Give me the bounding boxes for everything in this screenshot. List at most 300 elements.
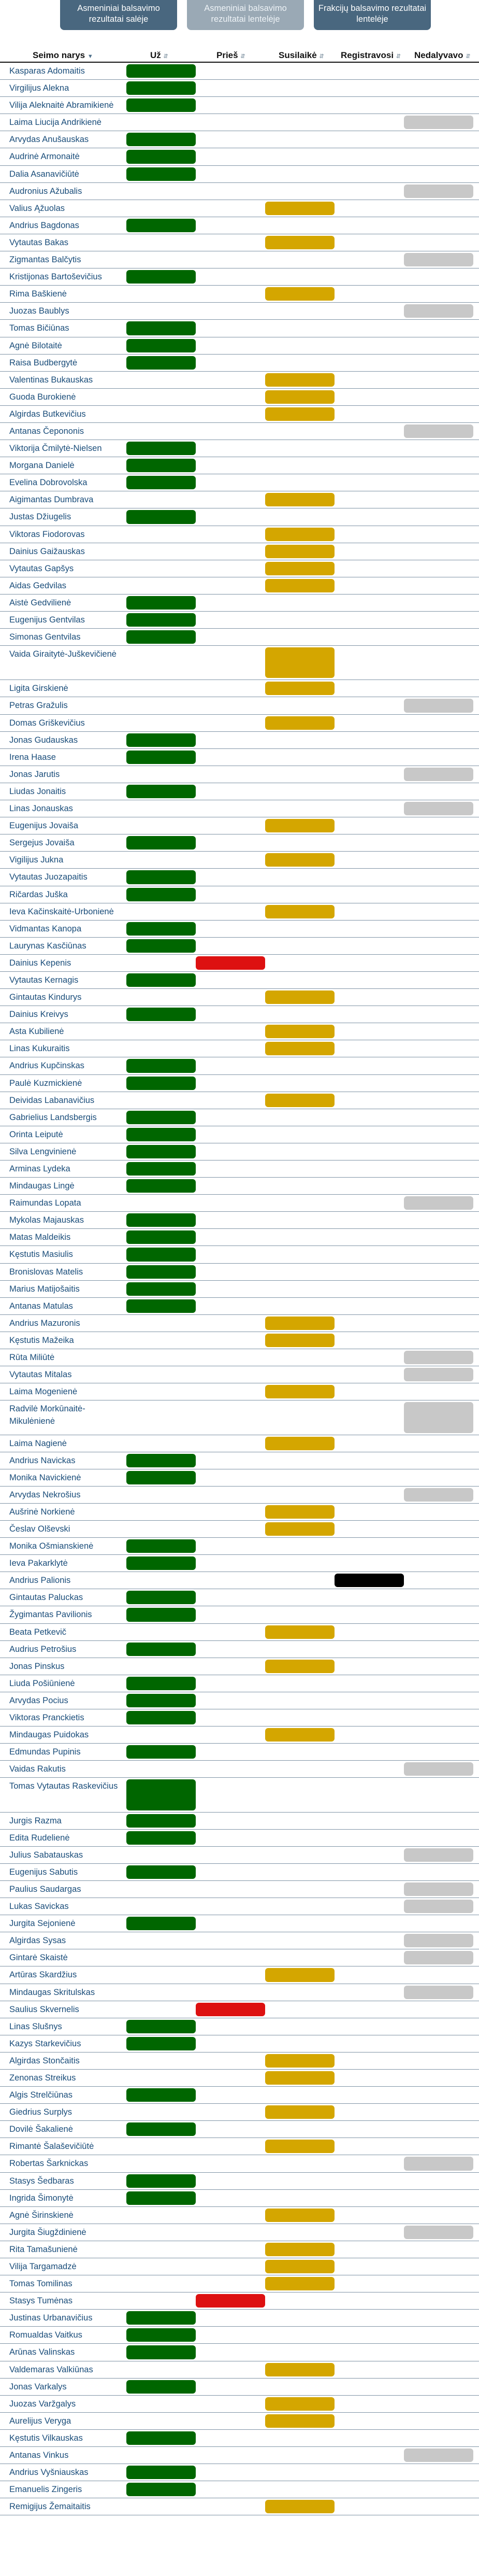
member-name-link[interactable]: Kristijonas Bartoševičius xyxy=(9,272,102,282)
member-name-link[interactable]: Artūras Skardžius xyxy=(9,1970,77,1980)
member-name-link[interactable]: Žygimantas Pavilionis xyxy=(9,1610,92,1620)
member-name-link[interactable]: Zigmantas Balčytis xyxy=(9,255,81,265)
member-name-link[interactable]: Kęstutis Mažeika xyxy=(9,1335,74,1345)
member-name-link[interactable]: Aurelijus Veryga xyxy=(9,2416,71,2426)
col-header-registered[interactable] xyxy=(341,50,401,61)
vote-abstained-cell xyxy=(265,1538,335,1554)
member-name-link[interactable]: Vaidas Rakutis xyxy=(9,1764,66,1774)
vote-registered-cell xyxy=(335,286,404,302)
member-name-link[interactable]: Algirdas Butkevičius xyxy=(9,409,86,419)
vote-marker xyxy=(126,1145,196,1158)
member-name-link[interactable]: Vytautas Juozapaitis xyxy=(9,872,88,882)
tab-table-results[interactable]: Asmeniniai balsavimo rezultatai lentelėje xyxy=(187,0,304,30)
vote-against-cell xyxy=(196,869,265,885)
vote-absent-cell xyxy=(404,1572,473,1589)
member-name-link[interactable]: Jurgita Šiugždinienė xyxy=(9,2227,86,2237)
member-name-link[interactable]: Emanuelis Zingeris xyxy=(9,2485,82,2495)
member-name-link[interactable]: Viktoras Pranckietis xyxy=(9,1713,84,1722)
member-name-link[interactable]: Stasys Tumėnas xyxy=(9,2296,72,2306)
vote-marker xyxy=(126,2380,196,2394)
member-name-link[interactable]: Orinta Leiputė xyxy=(9,1129,63,1139)
tab-faction-results[interactable]: Frakcijų balsavimo rezultatai lentelėje xyxy=(314,0,431,30)
member-name-link[interactable]: Valius Ąžuolas xyxy=(9,203,65,213)
vote-marker xyxy=(265,562,335,575)
vote-against-cell xyxy=(196,2070,265,2086)
member-name-link[interactable]: Andrius Navickas xyxy=(9,1455,76,1465)
member-name-link[interactable]: Monika Ošmianskienė xyxy=(9,1541,94,1551)
member-name-link[interactable]: Arvydas Anušauskas xyxy=(9,135,89,145)
member-name-link[interactable]: Arūnas Valinskas xyxy=(9,2347,75,2357)
vote-registered-cell xyxy=(335,560,404,577)
member-name-link[interactable]: Jonas Varkalys xyxy=(9,2382,67,2391)
table-row xyxy=(0,1023,479,1040)
vote-abstained-cell xyxy=(265,1349,335,1366)
vote-for-cell xyxy=(126,423,196,440)
member-name-link[interactable]: Zenonas Streikus xyxy=(9,2073,76,2083)
vote-for-cell xyxy=(126,595,196,611)
member-name-link[interactable]: Aušrinė Norkienė xyxy=(9,1507,75,1517)
vote-registered-cell xyxy=(335,268,404,285)
member-name-link[interactable]: Vytautas Kernagis xyxy=(9,975,79,985)
vote-against-cell xyxy=(196,1624,265,1640)
member-name-link[interactable]: Laima Mogenienė xyxy=(9,1387,78,1397)
vote-registered-cell xyxy=(335,1057,404,1074)
table-row xyxy=(0,1281,479,1298)
member-name-link[interactable]: Rimantė Šalaševičiūtė xyxy=(9,2142,94,2152)
member-name-link[interactable]: Mykolas Majauskas xyxy=(9,1215,84,1225)
member-name-link[interactable]: Agnė Širinskienė xyxy=(9,2210,74,2220)
vote-marker xyxy=(196,2003,265,2016)
vote-registered-cell xyxy=(335,1160,404,1177)
vote-against-cell xyxy=(196,2155,265,2172)
member-name-link[interactable]: Edmundas Pupinis xyxy=(9,1747,81,1757)
vote-for-cell xyxy=(126,1606,196,1623)
member-name-link[interactable]: Simonas Gentvilas xyxy=(9,632,81,642)
member-name-link[interactable]: Silva Lengvinienė xyxy=(9,1147,77,1156)
member-name-link[interactable]: Valentinas Bukauskas xyxy=(9,375,93,385)
member-name-link[interactable]: Arminas Lydeka xyxy=(9,1164,70,1173)
vote-registered-cell xyxy=(335,1898,404,1915)
member-name-link[interactable]: Česlav Olševski xyxy=(9,1524,70,1534)
vote-abstained-cell xyxy=(265,577,335,594)
member-name-link[interactable]: Audronius Ažubalis xyxy=(9,186,82,196)
member-name-link[interactable]: Linas Jonauskas xyxy=(9,804,73,814)
vote-absent-cell xyxy=(404,1057,473,1074)
member-name-link[interactable]: Virgilijus Alekna xyxy=(9,83,69,93)
member-name-link[interactable]: Guoda Burokienė xyxy=(9,392,76,402)
vote-for-cell xyxy=(126,1813,196,1829)
member-name-link[interactable]: Aigimantas Dumbrava xyxy=(9,495,94,505)
vote-against-cell xyxy=(196,1195,265,1211)
member-name-link[interactable]: Remigijus Žemaitaitis xyxy=(9,2502,91,2512)
member-name-link[interactable]: Tomas Tomilinas xyxy=(9,2279,72,2289)
member-name-link[interactable]: Petras Gražulis xyxy=(9,701,68,711)
vote-against-cell xyxy=(196,1246,265,1263)
vote-registered-cell xyxy=(335,543,404,560)
vote-for-cell xyxy=(126,1504,196,1520)
member-name-link[interactable]: Romualdas Vaitkus xyxy=(9,2330,82,2340)
vote-absent-cell xyxy=(404,1658,473,1675)
vote-for-cell xyxy=(126,1040,196,1057)
vote-abstained-cell xyxy=(265,1281,335,1297)
member-name-link[interactable]: Jonas Pinskus xyxy=(9,1661,65,1671)
vote-against-cell xyxy=(196,2035,265,2052)
member-name-link[interactable]: Eugenijus Jovaiša xyxy=(9,821,78,831)
vote-against-cell xyxy=(196,2292,265,2309)
member-name-link[interactable]: Laima Nagienė xyxy=(9,1438,67,1448)
member-name-link[interactable]: Morgana Danielė xyxy=(9,461,75,471)
vote-against-cell xyxy=(196,817,265,834)
member-name-link[interactable]: Justinas Urbanavičius xyxy=(9,2313,93,2323)
vote-marker xyxy=(265,1505,335,1519)
member-name-link[interactable]: Gintautas Kindurys xyxy=(9,993,82,1002)
member-name-link[interactable]: Jurgita Sejonienė xyxy=(9,1919,76,1929)
member-name-link[interactable]: Jonas Jarutis xyxy=(9,769,60,779)
vote-registered-cell xyxy=(335,1624,404,1640)
member-name-link[interactable]: Eugenijus Gentvilas xyxy=(9,615,85,625)
vote-marker xyxy=(126,219,196,232)
member-name-link[interactable]: Algirdas Sysas xyxy=(9,1936,66,1946)
member-name-link[interactable]: Antanas Čepononis xyxy=(9,426,84,436)
vote-registered-cell xyxy=(335,508,404,525)
vote-marker xyxy=(265,528,335,541)
table-row xyxy=(0,1400,479,1435)
vote-registered-cell xyxy=(335,1761,404,1777)
member-name-link[interactable]: Gabrielius Landsbergis xyxy=(9,1112,97,1122)
vote-marker xyxy=(265,990,335,1004)
member-name-link[interactable]: Matas Maldeikis xyxy=(9,1233,71,1242)
vote-marker xyxy=(404,1900,473,1913)
member-name-link[interactable]: Eugenijus Sabutis xyxy=(9,1867,78,1877)
vote-against-cell xyxy=(196,2190,265,2206)
member-name-link[interactable]: Algis Strelčiūnas xyxy=(9,2090,72,2100)
tab-hall-results[interactable]: Asmeniniai balsavimo rezultatai salėje xyxy=(60,0,177,30)
vote-absent-cell xyxy=(404,1761,473,1777)
member-name-link[interactable]: Edita Rudelienė xyxy=(9,1833,70,1843)
member-name-link[interactable]: Tomas Vytautas Raskevičius xyxy=(9,1781,118,1791)
col-header-abstained[interactable] xyxy=(279,50,324,61)
vote-absent-cell xyxy=(404,526,473,543)
vote-abstained-cell xyxy=(265,2344,335,2360)
member-name-link[interactable]: Andrius Vyšniauskas xyxy=(9,2468,89,2478)
member-name-link[interactable]: Asta Kubilienė xyxy=(9,1027,64,1037)
vote-against-cell xyxy=(196,1813,265,1829)
vote-for-cell xyxy=(126,543,196,560)
vote-marker xyxy=(265,2243,335,2256)
member-name-link[interactable]: Agnė Bilotaitė xyxy=(9,341,62,350)
vote-against-cell xyxy=(196,234,265,251)
member-name-link[interactable]: Kasparas Adomaitis xyxy=(9,66,85,76)
vote-absent-cell xyxy=(404,1641,473,1658)
member-name-link[interactable]: Ieva Pakarklytė xyxy=(9,1559,68,1568)
vote-registered-cell xyxy=(335,852,404,868)
member-name-link[interactable]: Ingrida Šimonytė xyxy=(9,2193,74,2203)
member-name-link[interactable]: Vytautas Gapšys xyxy=(9,563,74,573)
member-name-link[interactable]: Linas Kukuraitis xyxy=(9,1044,70,1054)
vote-absent-cell xyxy=(404,2361,473,2378)
member-name-link[interactable]: Ieva Kačinskaitė-Urbonienė xyxy=(9,907,114,916)
member-name-link[interactable]: Vytautas Mitalas xyxy=(9,1370,72,1380)
vote-absent-cell xyxy=(404,372,473,388)
vote-against-cell xyxy=(196,251,265,268)
member-name-link[interactable]: Dainius Gaižauskas xyxy=(9,546,85,556)
member-name-link[interactable]: Monika Navickienė xyxy=(9,1473,81,1482)
vote-absent-cell xyxy=(404,783,473,800)
member-name-link[interactable]: Irena Haase xyxy=(9,752,56,762)
vote-for-cell xyxy=(126,355,196,371)
member-name-link[interactable]: Laima Liucija Andrikienė xyxy=(9,118,101,128)
vote-absent-cell xyxy=(404,440,473,457)
table-row xyxy=(0,251,479,268)
vote-for-cell xyxy=(126,1761,196,1777)
member-name-link[interactable]: Evelina Dobrovolska xyxy=(9,478,88,488)
vote-absent-cell xyxy=(404,423,473,440)
member-name-link[interactable]: Ričardas Juška xyxy=(9,889,68,899)
member-name-link[interactable]: Dainius Kreivys xyxy=(9,1010,68,1020)
member-name-link[interactable]: Vilija Aleknaitė Abramikienė xyxy=(9,101,114,110)
vote-for-cell xyxy=(126,2258,196,2275)
vote-registered-cell xyxy=(335,1040,404,1057)
member-name-link[interactable]: Marius Matijošaitis xyxy=(9,1284,80,1294)
col-header-member[interactable] xyxy=(33,50,93,61)
member-name-link[interactable]: Julius Sabatauskas xyxy=(9,1850,83,1860)
member-name-link[interactable]: Arvydas Nekrošius xyxy=(9,1490,81,1499)
col-header-for[interactable] xyxy=(150,50,168,61)
member-name-link[interactable]: Paulius Saudargas xyxy=(9,1884,81,1894)
vote-registered-cell xyxy=(335,1178,404,1194)
member-name-link[interactable]: Tomas Bičiūnas xyxy=(9,323,69,333)
member-name-link[interactable]: Stasys Šedbaras xyxy=(9,2176,74,2186)
vote-marker xyxy=(404,1848,473,1862)
vote-against-cell xyxy=(196,1075,265,1092)
vote-for-cell xyxy=(126,234,196,251)
member-name-link[interactable]: Vidmantas Kanopa xyxy=(9,924,82,933)
vote-for-cell xyxy=(126,2327,196,2343)
member-name-link[interactable]: Mindaugas Skritulskas xyxy=(9,1987,95,1997)
vote-against-cell xyxy=(196,1160,265,1177)
col-header-absent[interactable] xyxy=(414,50,470,61)
table-row xyxy=(0,766,479,783)
vote-marker xyxy=(126,888,196,901)
vote-absent-cell xyxy=(404,320,473,336)
vote-against-cell xyxy=(196,1006,265,1023)
member-name-link[interactable]: Andrius Mazuronis xyxy=(9,1318,80,1328)
vote-against-cell xyxy=(196,1898,265,1915)
member-name-link[interactable]: Vilija Targamadzė xyxy=(9,2262,77,2271)
vote-abstained-cell xyxy=(265,1709,335,1726)
member-name-link[interactable]: Vaida Giraitytė-Juškevičienė xyxy=(9,649,117,659)
vote-absent-cell xyxy=(404,1040,473,1057)
vote-abstained-cell xyxy=(265,2447,335,2464)
vote-for-cell xyxy=(126,1538,196,1554)
vote-absent-cell xyxy=(404,1847,473,1863)
table-row xyxy=(0,749,479,766)
member-name-link[interactable]: Mindaugas Puidokas xyxy=(9,1730,89,1740)
vote-registered-cell xyxy=(335,800,404,817)
vote-against-cell xyxy=(196,2344,265,2360)
vote-for-cell xyxy=(126,1778,196,1811)
vote-registered-cell xyxy=(335,766,404,783)
vote-against-cell xyxy=(196,560,265,577)
member-name-link[interactable]: Antanas Matulas xyxy=(9,1301,73,1311)
member-name-link[interactable]: Radvilė Morkūnaitė-Mikulėnienė xyxy=(9,1404,85,1426)
member-name-link[interactable]: Robertas Šarknickas xyxy=(9,2159,89,2169)
member-name-link[interactable]: Liuda Pošiūnienė xyxy=(9,1678,75,1688)
col-header-against[interactable] xyxy=(216,50,245,61)
vote-registered-cell xyxy=(335,2207,404,2224)
vote-for-cell xyxy=(126,1898,196,1915)
member-name-link[interactable]: Vytautas Bakas xyxy=(9,237,69,247)
vote-abstained-cell xyxy=(265,1264,335,1280)
vote-against-cell xyxy=(196,1212,265,1228)
member-name-link[interactable]: Dainius Kepenis xyxy=(9,958,71,968)
vote-marker xyxy=(126,64,196,78)
table-row xyxy=(0,1847,479,1864)
member-name-link[interactable]: Valdemaras Valkiūnas xyxy=(9,2365,93,2374)
table-row xyxy=(0,166,479,183)
vote-against-cell xyxy=(196,2413,265,2429)
vote-absent-cell xyxy=(404,1813,473,1829)
vote-abstained-cell xyxy=(265,166,335,182)
member-name-link[interactable]: Saulius Skvernelis xyxy=(9,2004,79,2014)
member-name-link[interactable]: Sergejus Jovaiša xyxy=(9,838,75,848)
vote-registered-cell xyxy=(335,1246,404,1263)
vote-registered-cell xyxy=(335,2155,404,2172)
table-row xyxy=(0,474,479,491)
vote-abstained-cell xyxy=(265,2275,335,2292)
vote-against-cell xyxy=(196,457,265,474)
member-name-link[interactable]: Domas Griškevičius xyxy=(9,718,85,728)
vote-marker xyxy=(126,510,196,523)
member-name-link[interactable]: Beata Petkevič xyxy=(9,1627,67,1637)
vote-abstained-cell xyxy=(265,766,335,783)
member-name-link[interactable]: Deividas Labanavičius xyxy=(9,1095,95,1105)
vote-marker xyxy=(265,287,335,301)
member-name-link[interactable]: Dalia Asanavičiūtė xyxy=(9,169,79,179)
member-name-link[interactable]: Dovilė Šakalienė xyxy=(9,2125,73,2134)
vote-against-cell xyxy=(196,1864,265,1880)
vote-absent-cell xyxy=(404,457,473,474)
member-name-link[interactable]: Juozas Varžgalys xyxy=(9,2399,76,2409)
member-name-link[interactable]: Mindaugas Lingė xyxy=(9,1181,75,1191)
vote-registered-cell xyxy=(335,406,404,422)
vote-for-cell xyxy=(126,1624,196,1640)
vote-registered-cell xyxy=(335,303,404,319)
vote-abstained-cell xyxy=(265,2087,335,2103)
vote-abstained-cell xyxy=(265,2310,335,2326)
vote-against-cell xyxy=(196,2104,265,2120)
member-name-link[interactable]: Giedrius Surplys xyxy=(9,2107,72,2117)
vote-against-cell xyxy=(196,1709,265,1726)
vote-registered-cell xyxy=(335,2481,404,2498)
vote-for-cell xyxy=(126,268,196,285)
member-name-link[interactable]: Kęstutis Vilkauskas xyxy=(9,2433,83,2443)
member-name-link[interactable]: Rima Baškienė xyxy=(9,289,67,299)
vote-marker xyxy=(126,1471,196,1484)
table-row xyxy=(0,200,479,217)
member-name-link[interactable]: Justas Džiugelis xyxy=(9,512,71,522)
vote-against-cell xyxy=(196,1264,265,1280)
member-name-link[interactable]: Vigilijus Jukna xyxy=(9,855,64,865)
member-name-link[interactable]: Andrius Bagdonas xyxy=(9,220,79,230)
member-name-link[interactable]: Gintautas Paluckas xyxy=(9,1593,83,1603)
vote-marker xyxy=(126,1591,196,1604)
vote-marker xyxy=(404,1883,473,1896)
member-name-link[interactable]: Juozas Baublys xyxy=(9,306,69,316)
member-name-link[interactable]: Aistė Gedvilienė xyxy=(9,598,71,607)
table-row xyxy=(0,1160,479,1178)
vote-abstained-cell xyxy=(265,852,335,868)
member-name-link[interactable]: Audrinė Armonaitė xyxy=(9,152,80,162)
member-name-link[interactable]: Rūta Miliūtė xyxy=(9,1353,55,1363)
vote-marker xyxy=(265,1042,335,1055)
member-name-link[interactable]: Bronislovas Matelis xyxy=(9,1267,83,1277)
vote-against-cell xyxy=(196,1366,265,1383)
member-name-link[interactable]: Kazys Starkevičius xyxy=(9,2039,81,2048)
member-name-link[interactable]: Paulė Kuzmickienė xyxy=(9,1078,82,1088)
member-name-link[interactable]: Arvydas Pocius xyxy=(9,1695,68,1705)
vote-absent-cell xyxy=(404,80,473,96)
member-name-link[interactable]: Rita Tamašunienė xyxy=(9,2244,78,2254)
vote-registered-cell xyxy=(335,1092,404,1109)
table-row xyxy=(0,680,479,697)
table-row xyxy=(0,1984,479,2001)
table-row xyxy=(0,629,479,646)
member-name-link[interactable]: Raimundas Lopata xyxy=(9,1198,81,1208)
vote-absent-cell xyxy=(404,2327,473,2343)
member-name-link[interactable]: Algirdas Stončaitis xyxy=(9,2056,80,2065)
member-name-link[interactable]: Raisa Budbergytė xyxy=(9,358,78,367)
vote-registered-cell xyxy=(335,2275,404,2292)
member-name-link[interactable]: Lukas Savickas xyxy=(9,1902,69,1912)
vote-abstained-cell xyxy=(265,1830,335,1846)
member-name-link[interactable]: Jonas Gudauskas xyxy=(9,735,78,745)
vote-registered-cell xyxy=(335,2258,404,2275)
member-name-link[interactable]: Viktoras Fiodorovas xyxy=(9,529,85,539)
vote-abstained-cell xyxy=(265,1984,335,2001)
vote-marker xyxy=(126,1248,196,1261)
vote-abstained-cell xyxy=(265,1813,335,1829)
member-name-link[interactable]: Aidas Gedvilas xyxy=(9,581,67,590)
member-name-link[interactable]: Liudas Jonaitis xyxy=(9,786,66,796)
member-name-link[interactable]: Kęstutis Masiulis xyxy=(9,1250,73,1259)
vote-for-cell xyxy=(126,2310,196,2326)
vote-for-cell xyxy=(126,1383,196,1400)
vote-abstained-cell xyxy=(265,1864,335,1880)
vote-registered-cell xyxy=(335,886,404,903)
vote-abstained-cell xyxy=(265,1469,335,1486)
vote-against-cell xyxy=(196,1315,265,1332)
vote-for-cell xyxy=(126,921,196,937)
member-name-link[interactable]: Antanas Vinkus xyxy=(9,2451,69,2460)
member-name-link[interactable]: Gintarė Skaistė xyxy=(9,1953,68,1963)
vote-marker xyxy=(126,1831,196,1845)
member-name-link[interactable]: Jurgis Razma xyxy=(9,1816,62,1825)
table-row xyxy=(0,1264,479,1281)
member-name-link[interactable]: Andrius Palionis xyxy=(9,1576,71,1586)
member-name-link[interactable]: Linas Slušnys xyxy=(9,2021,62,2031)
vote-abstained-cell xyxy=(265,2018,335,2035)
member-name-link[interactable]: Viktorija Čmilytė-Nielsen xyxy=(9,444,102,454)
vote-against-cell xyxy=(196,1435,265,1452)
vote-abstained-cell xyxy=(265,543,335,560)
table-row xyxy=(0,1298,479,1315)
member-name-link[interactable]: Ligita Girskienė xyxy=(9,684,68,693)
member-name-link[interactable]: Andrius Kupčinskas xyxy=(9,1061,84,1071)
member-name-link[interactable]: Audrius Petrošius xyxy=(9,1644,77,1654)
member-name-link[interactable]: Laurynas Kasčiūnas xyxy=(9,941,86,951)
table-row xyxy=(0,2464,479,2481)
